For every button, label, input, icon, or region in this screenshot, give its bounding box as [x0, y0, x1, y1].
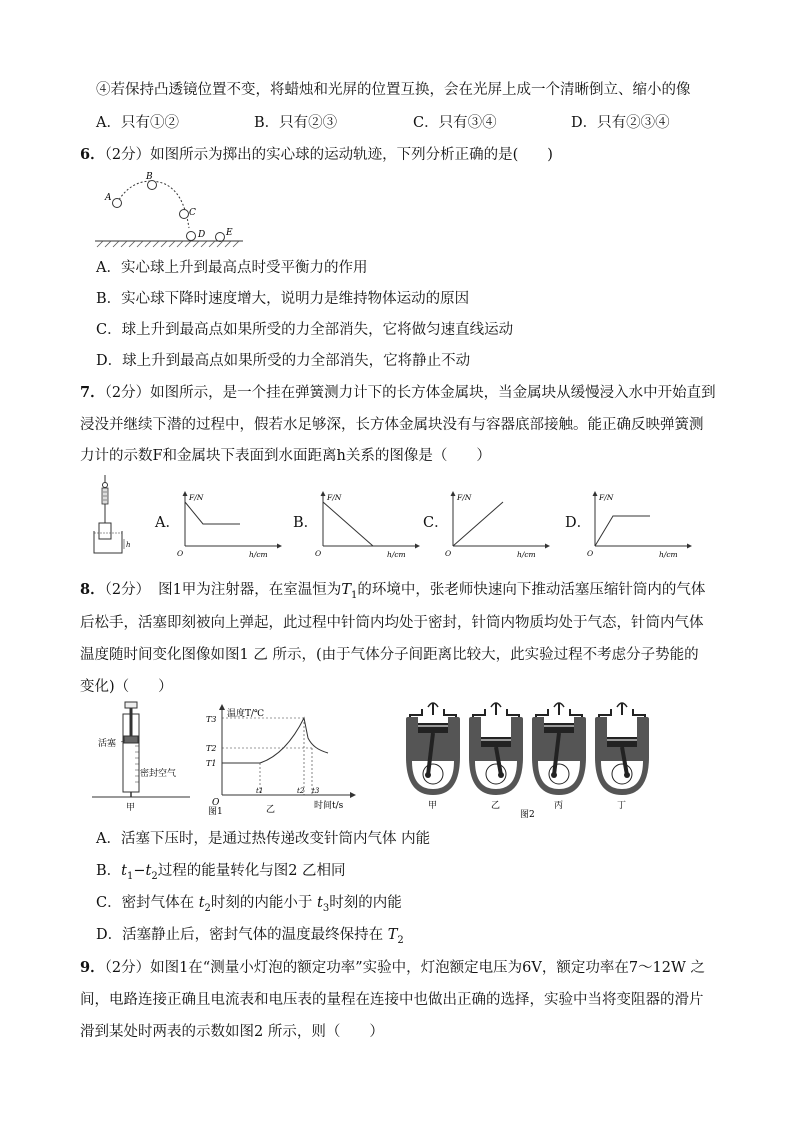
q7-graph-y-label: F/N: [457, 493, 472, 502]
engine-stroke-2: [469, 703, 523, 811]
q8-time-t2: t2: [297, 787, 305, 795]
q7-graph-a: [177, 490, 287, 562]
q8-stem-line-1: [80, 580, 705, 606]
q7-graph-origin: O: [587, 549, 594, 558]
q8-option-c-mid: 时刻的内能小于: [210, 895, 318, 911]
q9-score: （2分）: [104, 960, 151, 976]
q8-fig1-yi: 乙: [266, 805, 276, 815]
q6-option-c[interactable]: C．球上升到最高点如果所受的力全部消失，它将做匀速直线运动: [96, 322, 514, 338]
q6-option-b[interactable]: B．实心球下降时速度增大，说明力是维持物体运动的原因: [96, 291, 470, 307]
q7-label-h: h: [126, 541, 131, 549]
q8-var-t-sub: 1: [350, 589, 358, 601]
engine-stroke-label-3: 丙: [554, 801, 564, 811]
q6-stem-text: 如图所示为掷出的实心球的运动轨迹，下列分析正确的是( ): [150, 147, 553, 163]
q7-graph-y-label: F/N: [599, 493, 614, 502]
q8-option-b[interactable]: B．$t_1-t_2$过程的能量转化与图2 乙相同: [96, 863, 346, 882]
q8-time-t1: t1: [256, 787, 264, 795]
q7-graph-y-label: F/N: [327, 493, 342, 502]
q8-fig1-caption: 图1: [208, 807, 223, 815]
q7-graph-c: [445, 490, 555, 562]
q7-option-d[interactable]: D．: [565, 515, 592, 531]
q6-label-d: D: [198, 230, 206, 240]
q8-var-t: T: [341, 582, 351, 598]
q7-graph-x-label: h/cm: [387, 550, 406, 559]
q7-graph-x-label: h/cm: [659, 550, 678, 559]
q8-piston-label: 活塞: [98, 739, 117, 749]
q5-option-c[interactable]: C．只有③④: [413, 115, 497, 131]
engine-stroke-label-4: 丁: [617, 801, 627, 811]
q5-option-b[interactable]: B．只有②③: [254, 115, 338, 131]
q6-label-e: E: [226, 228, 233, 238]
q6-score: （2分）: [104, 147, 151, 163]
q6-number: 6．: [80, 146, 105, 163]
q7-stem-line-1: [80, 383, 716, 403]
q8-fig1-jia: 甲: [126, 803, 136, 813]
q8-t3-label: T3: [206, 715, 217, 724]
q8-option-b-text: 过程的能量转化与图2 乙相同: [157, 863, 346, 879]
q8-number: 8．: [80, 581, 105, 598]
q8-temperature-graph: [200, 700, 360, 815]
q7-graph-x-label: h/cm: [517, 550, 536, 559]
q7-score: （2分）: [104, 385, 151, 401]
q8-option-c-prefix: C．密封气体在: [96, 895, 199, 911]
q8-stem-line-4: 变化)（ ）: [80, 679, 173, 695]
q7-graph-origin: O: [445, 549, 452, 558]
q9-stem-text-1: 如图1在“测量小灯泡的额定功率”实验中，灯泡额定电压为6V，额定功率在7～12W 之: [150, 960, 706, 976]
q8-option-d[interactable]: D．活塞静止后，密封气体的温度最终保持在 $T_2$: [96, 927, 404, 946]
q7-spring-scale-figure: [92, 475, 137, 555]
q7-stem-line-2: 浸没并继续下潜的过程中，假若水足够深，长方体金属块没有与容器底部接触。能正确反映弹簧测: [80, 417, 704, 433]
q8-t2-label: T2: [206, 744, 217, 753]
q9-stem-line-3: 滑到某处时两表的示数如图2 所示，则（ ）: [80, 1024, 384, 1040]
q7-option-a[interactable]: A．: [155, 515, 180, 531]
q6-option-a[interactable]: A．实心球上升到最高点时受平衡力的作用: [96, 260, 368, 276]
q6-label-a: A: [105, 193, 112, 203]
q8-air-label: 密封空气: [140, 769, 177, 779]
q8-stem-text-1: 图1甲为注射器，在室温恒为: [158, 582, 342, 598]
q9-stem-line-2: 间，电路连接正确且电流表和电压表的量程在连接中也做出正确的选择，实验中当将变阻器的滑片: [80, 992, 704, 1008]
q7-graph-origin: O: [177, 549, 184, 558]
q7-option-c[interactable]: C．: [423, 515, 449, 531]
engine-stroke-1: [406, 703, 460, 811]
q7-graph-x-label: h/cm: [249, 550, 268, 559]
q8-engine-strokes-figure: [398, 697, 658, 819]
q8-option-c[interactable]: C．密封气体在 $t_2$时刻的内能小于 $t_3$时刻的内能: [96, 895, 402, 914]
q6-label-c: C: [189, 208, 196, 218]
q7-option-b[interactable]: B．: [293, 515, 319, 531]
q8-stem-line-2: 后松手，活塞即刻被向上弹起，此过程中针筒内均处于密封，针筒内物质均处于气态，针筒内气体: [80, 615, 704, 631]
engine-stroke-3: [532, 703, 586, 811]
q9-number: 9．: [80, 959, 105, 976]
q5-option-a[interactable]: A．只有①②: [96, 115, 179, 131]
q8-option-c-text: 时刻的内能: [329, 895, 402, 911]
q9-stem-line-1: [80, 958, 705, 978]
q8-fig2-caption: 图2: [520, 810, 535, 819]
q8-time-t3: t3: [312, 787, 320, 795]
q6-trajectory-figure: [95, 170, 245, 248]
q8-stem-text-1b: 的环境中，张老师快速向下推动活塞压缩针筒内的气体: [357, 582, 706, 598]
q7-graph-d: [587, 490, 697, 562]
q8-option-a[interactable]: A．活塞下压时，是通过热传递改变针筒内气体 内能: [96, 831, 431, 847]
q7-graph-b: [315, 490, 425, 562]
q8-option-b-prefix: B．: [96, 863, 122, 879]
engine-stroke-label-1: 甲: [428, 801, 438, 811]
q8-origin: O: [212, 798, 220, 808]
q5-statement-4: ④若保持凸透镜位置不变，将蜡烛和光屏的位置互换，会在光屏上成一个清晰倒立、缩小的像: [96, 82, 691, 98]
q8-score: （2分）: [104, 582, 151, 598]
q8-option-d-text: D．活塞静止后，密封气体的温度最终保持在: [96, 927, 388, 943]
q7-graph-origin: O: [315, 549, 322, 558]
q7-number: 7．: [80, 384, 105, 401]
q8-syringe-figure: [92, 700, 192, 815]
q6-option-d[interactable]: D．球上升到最高点如果所受的力全部消失，它将静止不动: [96, 353, 471, 369]
engine-stroke-label-2: 乙: [491, 801, 501, 811]
q7-stem-text-1: 如图所示，是一个挂在弹簧测力计下的长方体金属块，当金属块从缓慢浸入水中开始直到: [150, 385, 716, 401]
engine-stroke-4: [595, 703, 649, 811]
q6-stem: [80, 145, 553, 165]
q5-options: [96, 113, 670, 133]
q6-label-b: B: [146, 172, 153, 182]
q7-graph-y-label: F/N: [189, 493, 204, 502]
q8-x-axis-label: 时间t/s: [314, 801, 344, 811]
q8-stem-line-3: 温度随时间变化图像如图1 乙 所示，(由于气体分子间距离比较大，此实验过程不考虑分子势能的: [80, 647, 699, 663]
q7-stem-line-3: 力计的示数F和金属块下表面到水面距离h关系的图像是（ ）: [80, 448, 491, 464]
q8-t1-label: T1: [206, 759, 217, 768]
q5-option-d[interactable]: D．只有②③④: [571, 115, 670, 131]
q8-y-axis-label: 温度T/℃: [227, 709, 265, 719]
